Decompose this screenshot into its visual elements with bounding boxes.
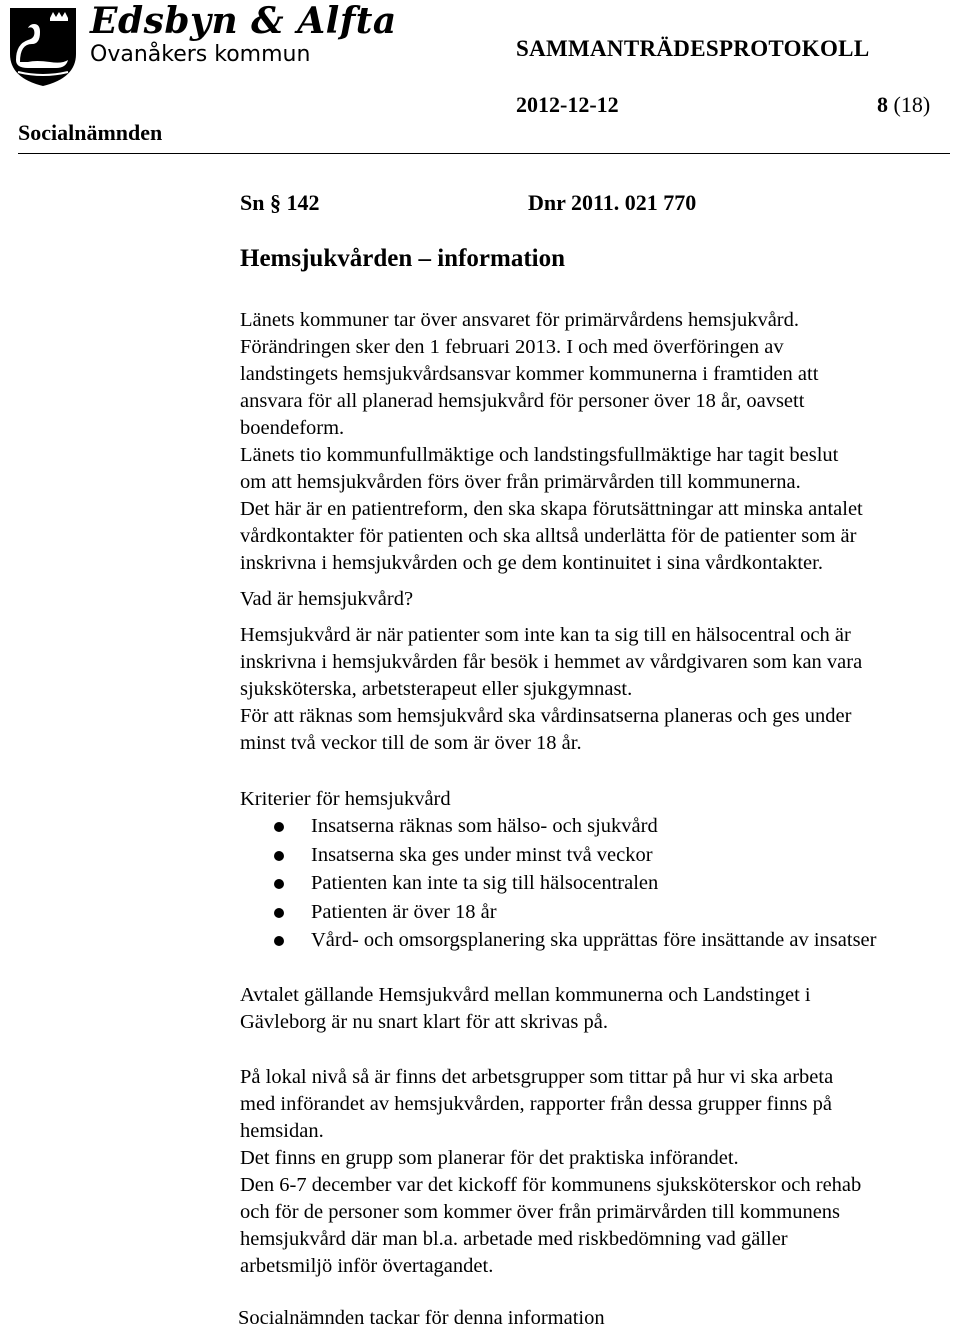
p8-line: Det finns en grupp som planerar för det praktiska införandet. [240,1147,739,1169]
diary-number: Dnr 2011. 021 770 [528,190,697,215]
p1-line: landstingets hemsjukvårdsansvar kommer kommunerna i framtiden att [240,363,819,385]
p3-line: inskrivna i hemsjukvården och ge dem kontinuitet i sina vårdkontakter. [240,552,823,574]
p4-line: Hemsjukvård är när patienter som inte kan ta sig till en hälsocentral och är [240,624,851,646]
p7-line: På lokal nivå så är finns det arbetsgrupper som tittar på hur vi ska arbeta [240,1066,834,1088]
p2-line: Länets tio kommunfullmäktige och landstingsfullmäktige har tagit beslut [240,444,839,466]
p9-line: Den 6-7 december var det kickoff för kommunens sjuksköterskor och rehab [240,1174,862,1196]
p9-line: arbetsmiljö inför övertagandet. [240,1255,494,1277]
p6-line: Gävleborg är nu snart klart för att skrivas på. [240,1011,608,1033]
p1-line: Länets kommuner tar över ansvaret för primärvårdens hemsjukvård. [240,309,799,331]
page-total: (18) [893,92,931,117]
p3-line: vårdkontakter för patienten och ska alltså underlätta för de patienter som är [240,525,857,547]
page-indicator [877,92,930,118]
document-type: SAMMANTRÄDESPROTOKOLL [516,36,870,61]
committee-name: Socialnämnden [18,120,163,145]
p7-line: hemsidan. [240,1120,324,1142]
p4-line: sjuksköterska, arbetsterapeut eller sjukgymnast. [240,678,633,700]
p5-line: För att räknas som hemsjukvård ska vårdinsatserna planeras och ges under [240,705,852,727]
p6-line: Avtalet gällande Hemsjukvård mellan kommunerna och Landstinget i [240,984,811,1006]
p5-line: minst två veckor till de som är över 18 år. [240,732,582,754]
swan-crown-emblem-icon [6,4,80,88]
criteria-item: Insatserna räknas som hälso- och sjukvård [311,815,658,837]
bullet-icon [274,908,284,918]
criteria-item: Vård- och omsorgsplanering ska upprättas före insättande av insatser [311,929,877,951]
case-number: Sn § 142 [240,190,320,215]
p9-line: och för de personer som kommer över från primärvården till kommunens [240,1201,841,1223]
p9-line: hemsjukvård där man bl.a. arbetade med riskbedömning vad gäller [240,1228,788,1250]
bullet-icon [274,851,284,861]
criteria-item: Patienten kan inte ta sig till hälsocentralen [311,872,659,894]
p2-line: om att hemsjukvården förs över från primärvården till kommunerna. [240,471,801,493]
brand-subtitle: Ovanåkers kommun [90,42,311,67]
brand-title: Edsbyn & Alfta [90,0,397,42]
criteria-item: Patienten är över 18 år [311,901,497,923]
question-heading: Vad är hemsjukvård? [240,588,414,610]
p1-line: Förändringen sker den 1 februari 2013. I och med överföringen av [240,336,784,358]
p3-line: Det här är en patientreform, den ska skapa förutsättningar att minska antalet [240,498,863,520]
closing-statement: Socialnämnden tackar för denna information [238,1307,605,1329]
bullet-icon [274,879,284,889]
municipality-emblem [6,4,80,88]
bullet-icon [274,936,284,946]
criteria-heading: Kriterier för hemsjukvård [240,788,451,810]
case-title: Hemsjukvården – information [240,245,565,272]
criteria-item: Insatserna ska ges under minst två veckor [311,844,653,866]
header-divider [18,153,950,154]
p1-line: ansvara för all planerad hemsjukvård för personer över 18 år, oavsett [240,390,805,412]
p7-line: med införandet av hemsjukvården, rapporter från dessa grupper finns på [240,1093,833,1115]
bullet-icon [274,822,284,832]
page-number: 8 [877,92,888,117]
p1-line: boendeform. [240,417,345,439]
p4-line: inskrivna i hemsjukvården får besök i hemmet av vårdgivaren som kan vara [240,651,863,673]
meeting-date: 2012-12-12 [516,92,619,117]
